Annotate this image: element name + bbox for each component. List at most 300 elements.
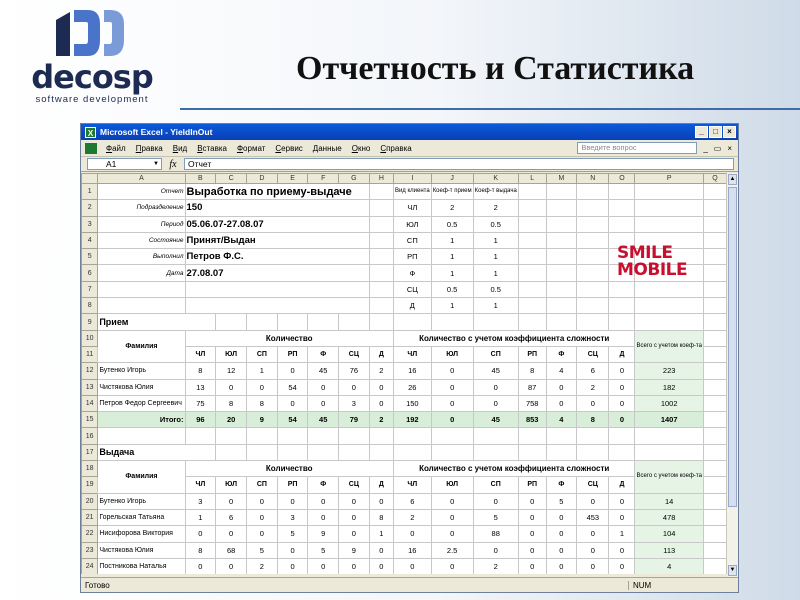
coef-qty-cell[interactable]: 16 <box>393 363 431 379</box>
cell[interactable] <box>546 200 577 216</box>
col-header[interactable]: Д <box>609 346 635 362</box>
grand-total-cell[interactable]: 1407 <box>635 412 703 428</box>
coef-cell[interactable]: 2 <box>473 200 518 216</box>
cell[interactable] <box>609 184 635 200</box>
qty-cell[interactable]: 0 <box>277 363 308 379</box>
cell[interactable] <box>277 314 308 330</box>
menu-view[interactable]: Вид <box>172 143 188 153</box>
close-button[interactable]: × <box>723 126 736 138</box>
cell[interactable] <box>577 249 609 265</box>
qty-cell[interactable]: 0 <box>308 379 339 395</box>
cell[interactable] <box>247 314 278 330</box>
column-header[interactable]: G <box>339 174 370 184</box>
qty-cell[interactable]: 3 <box>185 493 216 509</box>
col-header[interactable]: СП <box>473 346 518 362</box>
coef-cell[interactable]: 1 <box>473 232 518 248</box>
window-titlebar[interactable] <box>81 124 738 140</box>
cell[interactable] <box>98 298 185 314</box>
cell[interactable] <box>609 428 635 444</box>
cell[interactable] <box>703 558 726 574</box>
column-header[interactable]: E <box>277 174 308 184</box>
qty-cell[interactable]: 0 <box>277 395 308 411</box>
qty-cell[interactable]: 0 <box>369 542 393 558</box>
coef-qty-cell[interactable]: 0 <box>518 509 546 525</box>
row-header[interactable]: 2 <box>82 200 98 216</box>
cell[interactable] <box>703 184 726 200</box>
cell[interactable] <box>518 265 546 281</box>
col-header[interactable]: РП <box>518 477 546 493</box>
menu-file[interactable]: Файл <box>106 143 126 153</box>
cell[interactable] <box>393 314 431 330</box>
coef-cell[interactable]: 0.5 <box>431 216 473 232</box>
coef-qty-cell[interactable]: 0 <box>431 493 473 509</box>
cell[interactable] <box>703 249 726 265</box>
cell[interactable] <box>635 184 703 200</box>
cell[interactable] <box>577 428 609 444</box>
coef-qty-cell[interactable]: 88 <box>473 526 518 542</box>
total-qty-cell[interactable]: 45 <box>308 412 339 428</box>
cell[interactable] <box>703 395 726 411</box>
column-header[interactable]: Q <box>703 174 726 184</box>
coef-qty-cell[interactable]: 0 <box>473 493 518 509</box>
cell[interactable] <box>703 216 726 232</box>
qty-cell[interactable]: 76 <box>339 363 370 379</box>
cell[interactable] <box>216 314 247 330</box>
employee-name[interactable]: Горельская Татьяна <box>98 509 185 525</box>
coef-qty-cell[interactable]: 0 <box>546 379 577 395</box>
row-header[interactable]: 19 <box>82 477 98 493</box>
cell[interactable] <box>546 265 577 281</box>
coef-qty-cell[interactable]: 0 <box>609 509 635 525</box>
qty-cell[interactable]: 2 <box>369 363 393 379</box>
qty-cell[interactable]: 0 <box>369 558 393 574</box>
coef-qty-cell[interactable]: 0 <box>473 379 518 395</box>
qty-cell[interactable]: 0 <box>339 526 370 542</box>
doc-close-button[interactable]: × <box>727 143 732 153</box>
cell[interactable] <box>518 216 546 232</box>
cell[interactable] <box>369 184 393 200</box>
qty-cell[interactable]: 1 <box>369 526 393 542</box>
column-header[interactable]: N <box>577 174 609 184</box>
qty-cell[interactable]: 0 <box>185 526 216 542</box>
cell[interactable] <box>635 298 703 314</box>
cell[interactable] <box>635 444 703 460</box>
coef-qty-cell[interactable]: 0 <box>473 542 518 558</box>
cell[interactable] <box>277 428 308 444</box>
qty-cell[interactable]: 0 <box>339 493 370 509</box>
row-header[interactable]: 8 <box>82 298 98 314</box>
col-header[interactable]: Ф <box>308 346 339 362</box>
coef-qty-cell[interactable]: 4 <box>546 363 577 379</box>
cell[interactable] <box>577 200 609 216</box>
col-header[interactable]: ЧЛ <box>393 346 431 362</box>
total-cell[interactable]: 478 <box>635 509 703 525</box>
row-header[interactable]: 18 <box>82 461 98 477</box>
cell[interactable] <box>339 444 370 460</box>
cell[interactable] <box>369 249 393 265</box>
coef-qty-cell[interactable]: 0 <box>609 379 635 395</box>
row-header[interactable]: 24 <box>82 558 98 574</box>
col-header[interactable]: СЦ <box>577 346 609 362</box>
cell[interactable] <box>635 216 703 232</box>
col-header[interactable]: ЮЛ <box>431 346 473 362</box>
coef-qty-cell[interactable]: 1 <box>609 526 635 542</box>
qty-cell[interactable]: 12 <box>216 363 247 379</box>
cell[interactable] <box>473 444 518 460</box>
qty-cell[interactable]: 0 <box>369 493 393 509</box>
coef-cell[interactable]: 0.5 <box>431 281 473 297</box>
employee-name[interactable]: Бутенко Игорь <box>98 363 185 379</box>
qty-cell[interactable]: 0 <box>216 379 247 395</box>
cell[interactable] <box>518 314 546 330</box>
column-header[interactable]: C <box>216 174 247 184</box>
row-header[interactable]: 23 <box>82 542 98 558</box>
total-qty-cell[interactable]: 54 <box>277 412 308 428</box>
coef-cell[interactable]: 1 <box>431 265 473 281</box>
total-cell[interactable]: 223 <box>635 363 703 379</box>
cell[interactable] <box>703 379 726 395</box>
column-header[interactable]: M <box>546 174 577 184</box>
col-header[interactable]: ЧЛ <box>393 477 431 493</box>
cell[interactable] <box>577 265 609 281</box>
row-header[interactable]: 1 <box>82 184 98 200</box>
col-header[interactable]: Ф <box>308 477 339 493</box>
total-label[interactable]: Итого: <box>98 412 185 428</box>
scroll-up-icon[interactable]: ▲ <box>728 174 737 185</box>
qty-cell[interactable]: 0 <box>277 558 308 574</box>
qty-cell[interactable]: 3 <box>339 395 370 411</box>
qty-cell[interactable]: 8 <box>185 542 216 558</box>
cell[interactable] <box>703 363 726 379</box>
col-header[interactable]: РП <box>277 477 308 493</box>
total-cell[interactable]: 182 <box>635 379 703 395</box>
cell[interactable] <box>473 314 518 330</box>
cell[interactable] <box>703 314 726 330</box>
col-header[interactable]: СЦ <box>339 346 370 362</box>
cell[interactable] <box>369 444 393 460</box>
coef-qty-cell[interactable]: 758 <box>518 395 546 411</box>
coef-head[interactable]: Вид клиента <box>393 184 431 200</box>
cell[interactable] <box>546 184 577 200</box>
col-header[interactable]: ЧЛ <box>185 346 216 362</box>
cell[interactable] <box>703 493 726 509</box>
qty-cell[interactable]: 5 <box>247 542 278 558</box>
row-header[interactable]: 9 <box>82 314 98 330</box>
name-box[interactable] <box>87 158 162 170</box>
coef-qty-cell[interactable]: 0 <box>577 395 609 411</box>
column-header[interactable]: I <box>393 174 431 184</box>
cell[interactable] <box>369 216 393 232</box>
doc-minimize-button[interactable]: _ <box>703 143 708 153</box>
menu-help[interactable]: Справка <box>380 143 412 153</box>
workbook-icon[interactable] <box>85 143 97 154</box>
column-header[interactable]: B <box>185 174 216 184</box>
employee-name[interactable]: Чистякова Юлия <box>98 542 185 558</box>
coef-qty-cell[interactable]: 0 <box>546 526 577 542</box>
cell[interactable] <box>369 281 393 297</box>
qty-header[interactable]: Количество <box>185 461 393 477</box>
row-header[interactable]: 10 <box>82 330 98 346</box>
cell[interactable] <box>518 200 546 216</box>
coef-qty-cell[interactable]: 0 <box>609 493 635 509</box>
chevron-down-icon[interactable]: ▼ <box>153 161 159 167</box>
qty-cell[interactable]: 0 <box>247 509 278 525</box>
coef-qty-cell[interactable]: 0 <box>546 558 577 574</box>
coef-qty-cell[interactable]: 0 <box>609 395 635 411</box>
total-qty-cell[interactable]: 79 <box>339 412 370 428</box>
cell[interactable] <box>431 444 473 460</box>
column-header[interactable]: H <box>369 174 393 184</box>
cell[interactable] <box>98 281 185 297</box>
coef-cell[interactable]: Д <box>393 298 431 314</box>
scroll-thumb[interactable] <box>728 187 737 507</box>
surname-header[interactable]: Фамилия <box>98 461 185 494</box>
coef-qty-cell[interactable]: 0 <box>577 542 609 558</box>
col-header[interactable]: РП <box>518 346 546 362</box>
coef-cell[interactable]: 1 <box>431 249 473 265</box>
coef-cell[interactable]: 1 <box>431 298 473 314</box>
coef-qty-cell[interactable]: 45 <box>473 363 518 379</box>
cell[interactable] <box>518 232 546 248</box>
section-title[interactable]: Выдача <box>98 444 216 460</box>
coef-cell[interactable]: СП <box>393 232 431 248</box>
col-header[interactable]: СП <box>473 477 518 493</box>
doc-restore-button[interactable]: ▭ <box>713 143 722 153</box>
employee-name[interactable]: Постникова Наталья <box>98 558 185 574</box>
excel-window[interactable] <box>80 123 739 593</box>
coef-qty-cell[interactable]: 5 <box>546 493 577 509</box>
coef-qty-cell[interactable]: 0 <box>431 509 473 525</box>
cell[interactable] <box>473 428 518 444</box>
employee-name[interactable]: Петров Федор Сергеевич <box>98 395 185 411</box>
qty-cell[interactable]: 1 <box>185 509 216 525</box>
qty-cell[interactable]: 5 <box>308 542 339 558</box>
column-header[interactable]: K <box>473 174 518 184</box>
employee-name[interactable]: Бутенко Игорь <box>98 493 185 509</box>
col-header[interactable]: СЦ <box>339 477 370 493</box>
report-value[interactable]: 150 <box>185 200 369 216</box>
coef-qty-cell[interactable]: 0 <box>518 542 546 558</box>
cell[interactable] <box>431 314 473 330</box>
qty-cell[interactable]: 0 <box>308 509 339 525</box>
cell[interactable] <box>703 444 726 460</box>
cell[interactable] <box>185 281 369 297</box>
coef-qty-cell[interactable]: 0 <box>431 395 473 411</box>
cell[interactable] <box>577 232 609 248</box>
scroll-down-icon[interactable]: ▼ <box>728 565 737 576</box>
col-header[interactable]: СЦ <box>577 477 609 493</box>
cell[interactable] <box>546 314 577 330</box>
row-header[interactable]: 15 <box>82 412 98 428</box>
report-value[interactable]: 27.08.07 <box>185 265 369 281</box>
cell[interactable] <box>703 542 726 558</box>
row-header[interactable]: 21 <box>82 509 98 525</box>
vertical-scrollbar[interactable] <box>726 173 738 577</box>
qty-cell[interactable]: 0 <box>216 558 247 574</box>
menu-tools[interactable]: Сервис <box>275 143 303 153</box>
qty-coef-header[interactable]: Количество с учетом коэффициента сложности <box>393 461 635 477</box>
fx-icon[interactable]: fx <box>169 158 177 170</box>
total-cell[interactable]: 1002 <box>635 395 703 411</box>
col-header[interactable]: РП <box>277 346 308 362</box>
total-coef-cell[interactable]: 0 <box>609 412 635 428</box>
cell[interactable] <box>703 281 726 297</box>
qty-cell[interactable]: 8 <box>247 395 278 411</box>
cell[interactable] <box>369 314 393 330</box>
total-coef-cell[interactable]: 853 <box>518 412 546 428</box>
coef-qty-cell[interactable]: 8 <box>518 363 546 379</box>
cell[interactable] <box>216 444 247 460</box>
qty-cell[interactable]: 0 <box>277 542 308 558</box>
cell[interactable] <box>369 200 393 216</box>
cell[interactable] <box>703 428 726 444</box>
cell[interactable] <box>308 444 339 460</box>
row-header[interactable]: 14 <box>82 395 98 411</box>
cell[interactable] <box>247 428 278 444</box>
cell[interactable] <box>609 314 635 330</box>
cell[interactable] <box>185 428 216 444</box>
cell[interactable] <box>247 444 278 460</box>
col-header[interactable]: ЮЛ <box>216 477 247 493</box>
cell[interactable] <box>518 249 546 265</box>
coef-qty-cell[interactable]: 2.5 <box>431 542 473 558</box>
qty-cell[interactable]: 0 <box>308 558 339 574</box>
coef-cell[interactable]: 0.5 <box>473 281 518 297</box>
coef-qty-cell[interactable]: 0 <box>393 558 431 574</box>
cell[interactable] <box>546 298 577 314</box>
qty-coef-header[interactable]: Количество с учетом коэффициента сложности <box>393 330 635 346</box>
col-header[interactable]: ЧЛ <box>185 477 216 493</box>
cell[interactable] <box>546 216 577 232</box>
row-header[interactable]: 17 <box>82 444 98 460</box>
total-coef-header[interactable]: Всего с учетом коеф-та <box>635 330 703 363</box>
coef-cell[interactable]: Ф <box>393 265 431 281</box>
coef-qty-cell[interactable]: 453 <box>577 509 609 525</box>
qty-cell[interactable]: 54 <box>277 379 308 395</box>
total-qty-cell[interactable]: 9 <box>247 412 278 428</box>
col-header[interactable]: СП <box>247 477 278 493</box>
report-label[interactable]: Период <box>98 216 185 232</box>
total-cell[interactable]: 104 <box>635 526 703 542</box>
coef-cell[interactable]: 2 <box>431 200 473 216</box>
qty-cell[interactable]: 0 <box>369 379 393 395</box>
coef-head[interactable]: Коеф-т прием <box>431 184 473 200</box>
coef-qty-cell[interactable]: 0 <box>431 379 473 395</box>
total-coef-header[interactable]: Всего с учетом коеф-та <box>635 461 703 494</box>
qty-header[interactable]: Количество <box>185 330 393 346</box>
total-qty-cell[interactable]: 20 <box>216 412 247 428</box>
qty-cell[interactable]: 68 <box>216 542 247 558</box>
cell[interactable] <box>185 298 369 314</box>
cell[interactable] <box>369 298 393 314</box>
coef-cell[interactable]: 1 <box>431 232 473 248</box>
cell[interactable] <box>308 428 339 444</box>
cell[interactable] <box>546 444 577 460</box>
cell[interactable] <box>577 281 609 297</box>
employee-name[interactable]: Нисифорова Виктория <box>98 526 185 542</box>
cell[interactable] <box>609 200 635 216</box>
total-coef-cell[interactable]: 8 <box>577 412 609 428</box>
qty-cell[interactable]: 13 <box>185 379 216 395</box>
coef-qty-cell[interactable]: 0 <box>546 542 577 558</box>
qty-cell[interactable]: 0 <box>247 493 278 509</box>
cell[interactable] <box>703 298 726 314</box>
coef-cell[interactable]: 1 <box>473 265 518 281</box>
surname-header[interactable]: Фамилия <box>98 330 185 363</box>
menu-window[interactable]: Окно <box>351 143 371 153</box>
qty-cell[interactable]: 3 <box>277 509 308 525</box>
qty-cell[interactable]: 8 <box>185 363 216 379</box>
qty-cell[interactable]: 0 <box>308 395 339 411</box>
total-cell[interactable]: 4 <box>635 558 703 574</box>
report-value[interactable]: Петров Ф.С. <box>185 249 369 265</box>
coef-qty-cell[interactable]: 2 <box>473 558 518 574</box>
coef-qty-cell[interactable]: 0 <box>546 395 577 411</box>
column-header[interactable]: A <box>98 174 185 184</box>
coef-qty-cell[interactable]: 0 <box>473 395 518 411</box>
col-header[interactable]: Ф <box>546 477 577 493</box>
qty-cell[interactable]: 0 <box>339 379 370 395</box>
coef-cell[interactable]: ЮЛ <box>393 216 431 232</box>
cell[interactable] <box>635 314 703 330</box>
cell[interactable] <box>518 444 546 460</box>
cell[interactable] <box>577 216 609 232</box>
formula-input[interactable]: Отчет <box>184 158 734 170</box>
coef-qty-cell[interactable]: 0 <box>431 526 473 542</box>
coef-qty-cell[interactable]: 6 <box>577 363 609 379</box>
coef-qty-cell[interactable]: 0 <box>431 558 473 574</box>
total-coef-cell[interactable]: 45 <box>473 412 518 428</box>
column-header[interactable]: P <box>635 174 703 184</box>
column-header[interactable]: O <box>609 174 635 184</box>
menu-data[interactable]: Данные <box>312 143 342 153</box>
total-coef-cell[interactable]: 0 <box>431 412 473 428</box>
cell[interactable] <box>277 444 308 460</box>
cell[interactable] <box>518 184 546 200</box>
cells-table[interactable] <box>81 173 727 577</box>
qty-cell[interactable]: 0 <box>247 379 278 395</box>
row-header[interactable]: 7 <box>82 281 98 297</box>
qty-cell[interactable]: 75 <box>185 395 216 411</box>
cell[interactable] <box>703 477 726 493</box>
coef-qty-cell[interactable]: 2 <box>393 509 431 525</box>
total-coef-cell[interactable]: 4 <box>546 412 577 428</box>
row-header[interactable]: 22 <box>82 526 98 542</box>
row-header[interactable]: 6 <box>82 265 98 281</box>
qty-cell[interactable]: 0 <box>216 526 247 542</box>
report-value[interactable]: Выработка по приему-выдаче <box>185 184 369 200</box>
coef-cell[interactable]: 1 <box>473 298 518 314</box>
cell[interactable] <box>308 314 339 330</box>
coef-qty-cell[interactable]: 0 <box>577 558 609 574</box>
total-qty-cell[interactable]: 2 <box>369 412 393 428</box>
cell[interactable] <box>703 265 726 281</box>
qty-cell[interactable]: 0 <box>339 509 370 525</box>
coef-qty-cell[interactable]: 0 <box>393 526 431 542</box>
cell[interactable] <box>546 281 577 297</box>
qty-cell[interactable]: 9 <box>339 542 370 558</box>
row-header[interactable]: 5 <box>82 249 98 265</box>
qty-cell[interactable]: 0 <box>339 558 370 574</box>
row-header[interactable]: 4 <box>82 232 98 248</box>
coef-qty-cell[interactable]: 2 <box>577 379 609 395</box>
column-header[interactable]: J <box>431 174 473 184</box>
coef-qty-cell[interactable]: 6 <box>393 493 431 509</box>
coef-qty-cell[interactable]: 16 <box>393 542 431 558</box>
col-header[interactable]: Д <box>369 346 393 362</box>
cell[interactable] <box>703 200 726 216</box>
report-value[interactable]: 05.06.07-27.08.07 <box>185 216 369 232</box>
